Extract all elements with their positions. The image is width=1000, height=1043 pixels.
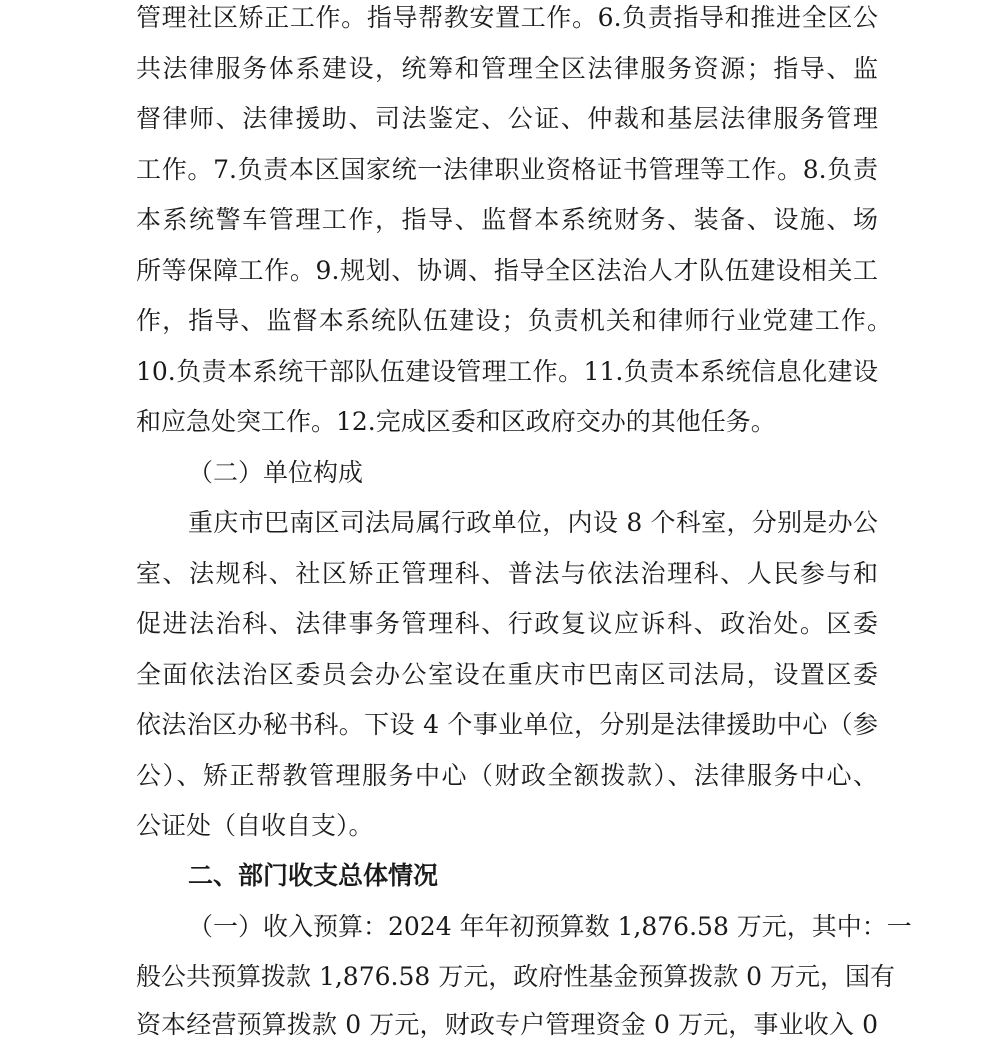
body-text-line: 共法律服务体系建设，统筹和管理全区法律服务资源；指导、监	[136, 54, 878, 83]
body-text-line: 所等保障工作。9.规划、协调、指导全区法治人才队伍建设相关工	[136, 256, 878, 285]
body-text-line: 管理社区矫正工作。指导帮教安置工作。6.负责指导和推进全区公	[136, 3, 878, 32]
body-text-line: 室、法规科、社区矫正管理科、普法与依法治理科、人民参与和	[136, 559, 878, 588]
subsection-heading: （二）单位构成	[188, 458, 364, 487]
body-text-line: 依法治区办秘书科。下设 4 个事业单位，分别是法律援助中心（参	[136, 710, 878, 739]
body-text-line: 本系统警车管理工作，指导、监督本系统财务、装备、设施、场	[136, 205, 878, 234]
body-text-line: （一）收入预算：2024 年年初预算数 1,876.58 万元，其中：一	[188, 912, 912, 941]
body-text-line: 资本经营预算拨款 0 万元，财政专户管理资金 0 万元，事业收入 0	[136, 1010, 878, 1039]
body-text-line: 工作。7.负责本区国家统一法律职业资格证书管理等工作。8.负责	[136, 155, 878, 184]
body-text-line: 督律师、法律援助、司法鉴定、公证、仲裁和基层法律服务管理	[136, 104, 878, 133]
body-text-line: 促进法治科、法律事务管理科、行政复议应诉科、政治处。区委	[136, 609, 878, 638]
body-text-line: 公证处（自收自支）。	[136, 811, 374, 840]
body-text-line: 作，指导、监督本系统队伍建设；负责机关和律师行业党建工作。	[136, 306, 892, 335]
body-text-line: 全面依法治区委员会办公室设在重庆市巴南区司法局，设置区委	[136, 660, 878, 689]
body-text-line: 和应急处突工作。12.完成区委和区政府交办的其他任务。	[136, 407, 776, 436]
body-text-line: 重庆市巴南区司法局属行政单位，内设 8 个科室，分别是办公	[188, 508, 878, 537]
section-heading: 二、部门收支总体情况	[188, 861, 439, 890]
body-text-line: 10.负责本系统干部队伍建设管理工作。11.负责本系统信息化建设	[136, 357, 878, 386]
body-text-line: 般公共预算拨款 1,876.58 万元，政府性基金预算拨款 0 万元，国有	[136, 962, 896, 991]
body-text-line: 公）、矫正帮教管理服务中心（财政全额拨款）、法律服务中心、	[136, 761, 878, 790]
